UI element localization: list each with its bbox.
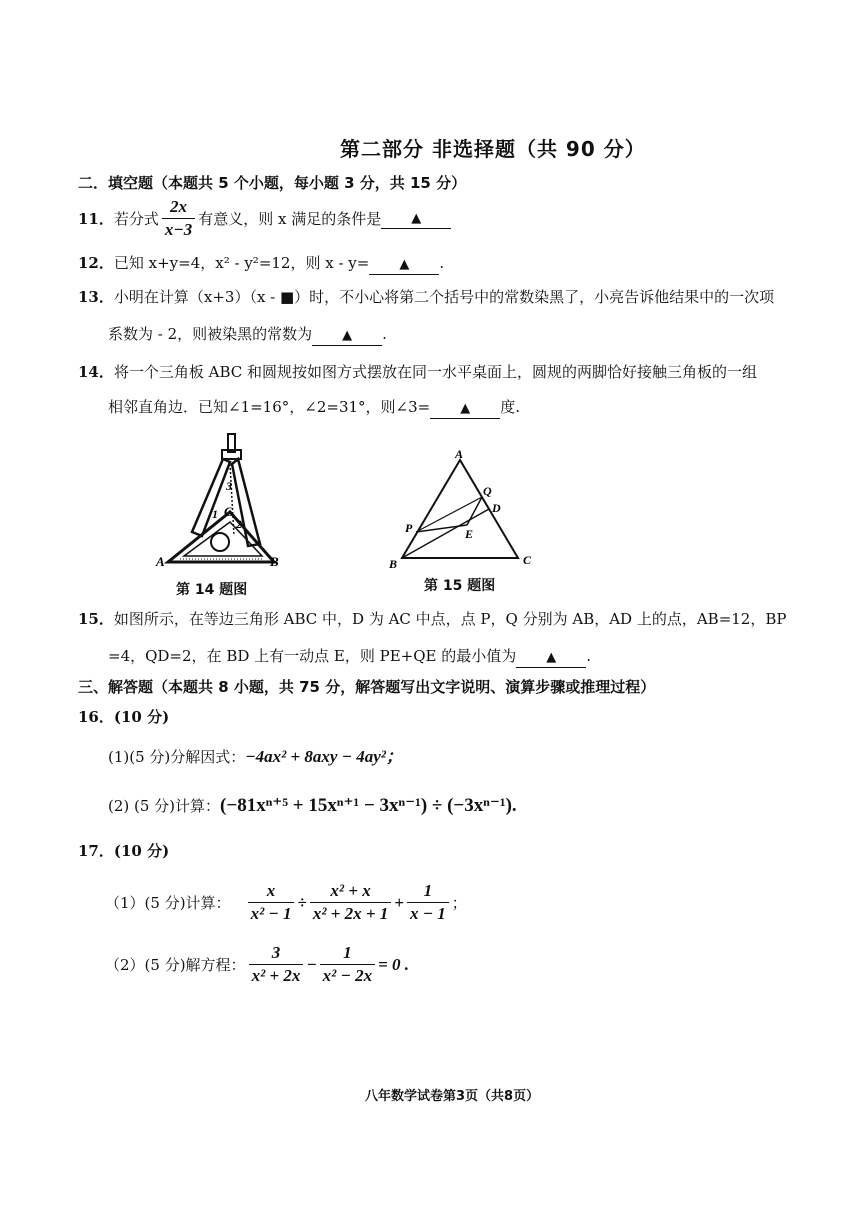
question-text-line2: 相邻直角边．已知∠1=16°，∠2=31°，则∠3= xyxy=(108,398,431,416)
label-a: A xyxy=(455,448,464,461)
answer-blank[interactable] xyxy=(516,647,586,668)
question-16-part2 xyxy=(108,795,517,817)
operator: + xyxy=(394,892,404,912)
fraction-1 xyxy=(249,942,304,987)
question-text: 有意义，则 x 满足的条件是 xyxy=(198,209,382,228)
fraction-2 xyxy=(310,880,391,925)
question-13 xyxy=(78,286,774,308)
question-number: 13． xyxy=(78,288,114,306)
label-c: C xyxy=(523,553,532,567)
blank-marker: ▲ xyxy=(411,211,422,226)
part-label: (1)(5 分)分解因式： xyxy=(108,748,246,766)
fraction-numerator: 1 xyxy=(407,880,449,903)
answer-blank[interactable] xyxy=(312,325,382,346)
question-14 xyxy=(78,361,757,383)
question-text-line1: 如图所示，在等边三角形 ABC 中，D 为 AC 中点，点 P，Q 分别为 AB，AD 上的点，AB=12，BP xyxy=(113,610,787,628)
question-number: 14． xyxy=(78,363,114,381)
question-end: . xyxy=(586,647,592,665)
question-12 xyxy=(78,252,444,275)
question-text: 已知 x+y=4，x² - y²=12，则 x - y= xyxy=(113,254,370,272)
answer-blank[interactable] xyxy=(369,254,439,275)
question-text: 若分式 xyxy=(113,209,159,228)
part-label: （1）(5 分)计算： xyxy=(105,893,231,912)
question-11 xyxy=(78,196,451,241)
question-end: . xyxy=(382,325,387,343)
question-15 xyxy=(78,608,786,630)
fraction-denominator: x² − 2x xyxy=(322,966,373,985)
question-end: . xyxy=(439,254,445,272)
equation-end: = 0 . xyxy=(378,954,410,974)
part-label: (2) (5 分)计算： xyxy=(108,797,221,815)
figure-15-caption: 第 15 题图 xyxy=(424,578,496,594)
question-text-line2: 系数为 - 2，则被染黑的常数为 xyxy=(108,325,313,343)
fraction-numerator: 2x xyxy=(162,196,195,219)
question-16-number: 16．(10 分) xyxy=(78,708,170,726)
question-text-line1: 将一个三角板 ABC 和圆规按如图方式摆放在同一水平桌面上，圆规的两脚恰好接触三角板的一组 xyxy=(113,363,758,381)
label-d: D xyxy=(492,501,501,515)
question-17-part2 xyxy=(105,942,409,987)
fraction-denominator: x−3 xyxy=(164,220,193,239)
expression-end: ； xyxy=(451,893,467,912)
fraction-denominator: x² − 1 xyxy=(250,904,292,923)
label-b: B xyxy=(389,557,398,571)
fraction-numerator: x² + x xyxy=(310,880,391,903)
label-a: A xyxy=(156,554,165,569)
question-17-number: 17．(10 分) xyxy=(78,842,170,860)
figure-14-caption: 第 14 题图 xyxy=(176,582,248,598)
question-14-line2 xyxy=(108,396,520,419)
fraction-denominator: x² + 2x + 1 xyxy=(312,904,389,923)
blank-marker: ▲ xyxy=(342,328,353,343)
operator: − xyxy=(306,954,317,974)
question-text-line1: 小明在计算（x+3）（x - ■）时，不小心将第二个括号中的常数染黑了，小亮告诉他结果中的一次项 xyxy=(113,288,775,306)
question-number: 11． xyxy=(78,209,114,228)
label-q: Q xyxy=(483,484,492,498)
figure-15-equilateral-triangle xyxy=(385,448,545,573)
question-text-line2: =4，QD=2，在 BD 上有一动点 E，则 PE+QE 的最小值为 xyxy=(108,647,517,665)
question-16-part1 xyxy=(108,746,403,768)
fraction-3 xyxy=(407,880,449,925)
fraction-1 xyxy=(248,880,295,925)
question-number: 15． xyxy=(78,610,114,628)
answer-blank[interactable] xyxy=(430,398,500,419)
label-p: P xyxy=(405,521,413,535)
question-number: 12． xyxy=(78,254,114,272)
figure-14-triangle-compass xyxy=(150,432,290,572)
label-b: B xyxy=(270,554,279,569)
question-13-line2 xyxy=(108,323,387,346)
part-label: （2）(5 分)解方程： xyxy=(105,955,246,974)
fraction-denominator: x² + 2x xyxy=(251,966,301,985)
fraction-denominator: x − 1 xyxy=(409,904,446,923)
triangle-hole xyxy=(211,533,229,551)
question-17-part1 xyxy=(105,880,467,925)
page-title: 第二部分 非选择题（共 90 分） xyxy=(340,137,646,161)
blank-marker: ▲ xyxy=(460,401,471,416)
compass-left-leg xyxy=(192,459,230,536)
label-c: C xyxy=(224,504,233,519)
fraction-numerator: x xyxy=(248,880,295,903)
question-15-line2 xyxy=(108,645,591,668)
operator: ÷ xyxy=(297,892,307,912)
expression: −4ax² + 8axy − 4ay²； xyxy=(245,747,403,766)
compass-right-leg xyxy=(232,459,260,546)
fraction-numerator: 3 xyxy=(249,942,304,965)
fraction-2 xyxy=(320,942,375,987)
label-angle-2: 2 xyxy=(236,517,242,531)
blank-marker: ▲ xyxy=(546,650,557,665)
fraction-numerator: 1 xyxy=(320,942,375,965)
section-fill-blank-heading: 二．填空题（本题共 5 个小题，每小题 3 分，共 15 分） xyxy=(78,174,467,192)
question-end: 度. xyxy=(500,398,520,416)
label-e: E xyxy=(465,527,474,541)
label-angle-1: 1 xyxy=(212,507,218,521)
label-angle-3: 3 xyxy=(226,479,232,493)
blank-marker: ▲ xyxy=(399,257,410,272)
section-solution-heading: 三、解答题（本题共 8 小题，共 75 分，解答题写出文字说明、演算步骤或推理过程） xyxy=(78,678,656,696)
expression: (−81xⁿ⁺⁵ + 15xⁿ⁺¹ − 3xⁿ⁻¹) ÷ (−3xⁿ⁻¹). xyxy=(220,795,517,816)
answer-blank[interactable] xyxy=(381,208,451,229)
page-footer: 八年数学试卷第3页（共8页） xyxy=(365,1089,540,1104)
fraction xyxy=(162,196,195,241)
